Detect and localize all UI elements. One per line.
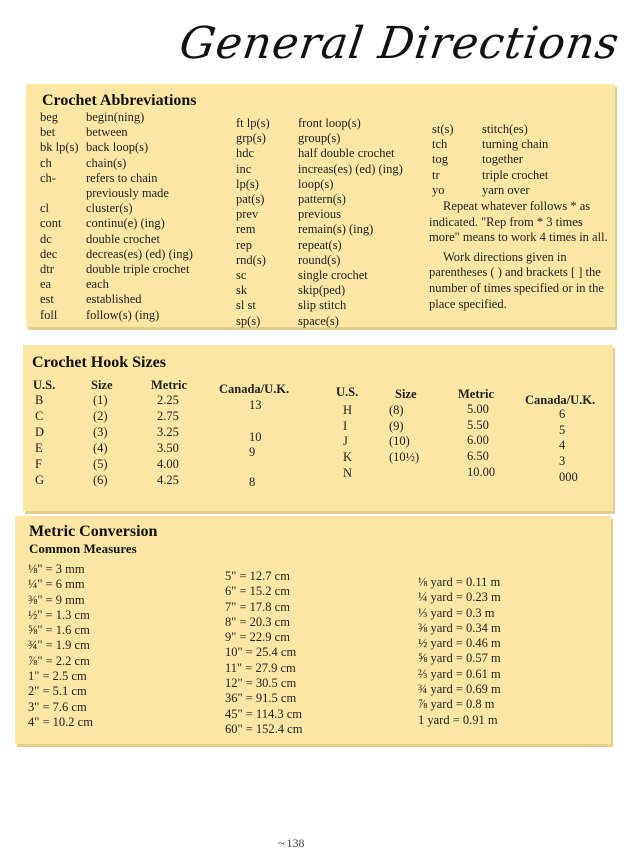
abbreviation-definition: single crochet bbox=[298, 268, 368, 283]
abbreviation-definition: slip stitch bbox=[298, 298, 347, 313]
abbreviation-definition: between bbox=[86, 125, 128, 140]
abbreviation-term: hdc bbox=[236, 146, 255, 161]
abbreviation-row bbox=[40, 292, 193, 307]
conversion-entry: ½ yard = 0.46 m bbox=[418, 636, 501, 651]
hook-us-size: G bbox=[35, 473, 45, 487]
conversion-entry: ⅓ yard = 0.3 m bbox=[418, 605, 495, 620]
conversion-entry: 1" = 2.5 cm bbox=[28, 669, 87, 684]
hook-us-size: B bbox=[35, 393, 44, 407]
conversion-entry: ⅜ yard = 0.34 m bbox=[418, 620, 501, 635]
abbreviation-definition: follow(s) (ing) bbox=[86, 307, 160, 322]
abbreviation-definition: back loop(s) bbox=[86, 140, 149, 155]
abbreviation-term: inc bbox=[236, 161, 252, 176]
conversion-entry: 1 yard = 0.91 m bbox=[418, 712, 498, 727]
abbreviation-row bbox=[40, 232, 193, 247]
hook-header: Canada/U.K. bbox=[525, 393, 596, 407]
abbreviation-term: pat(s) bbox=[236, 192, 265, 207]
abbreviation-term: dc bbox=[40, 231, 52, 246]
abbreviation-term: lp(s) bbox=[236, 176, 259, 191]
hook-us-size: J bbox=[343, 434, 348, 448]
hook-metric: 10.00 bbox=[467, 465, 496, 479]
abbreviation-row bbox=[40, 171, 193, 186]
hook-header: Size bbox=[395, 387, 417, 401]
abbreviation-definition: repeat(s) bbox=[298, 237, 342, 252]
page-number-text: 138 bbox=[286, 836, 305, 850]
abbreviation-definition: half double crochet bbox=[298, 146, 395, 161]
abbreviation-row bbox=[432, 137, 548, 152]
abbreviation-term: rep bbox=[236, 237, 252, 252]
abbreviations-column-2 bbox=[236, 116, 403, 329]
abbreviation-row bbox=[236, 146, 403, 161]
abbreviation-row bbox=[40, 110, 193, 125]
abbreviation-definition: decreas(es) (ed) (ing) bbox=[86, 246, 193, 261]
repeat-note: Repeat whatever follows * as indicated. "Rep from * 3 times more" means to work 4 times in all. bbox=[429, 199, 608, 245]
abbreviation-definition: refers to chain bbox=[86, 170, 158, 185]
hook-canada-uk: 4 bbox=[559, 438, 566, 452]
conversion-entry: ⅞ yard = 0.8 m bbox=[418, 697, 495, 712]
hook-size-number: (3) bbox=[93, 425, 108, 439]
hook-us-size: H bbox=[343, 403, 353, 417]
metric-conversion-panel bbox=[15, 516, 611, 744]
hook-size-number: (8) bbox=[389, 403, 404, 417]
hook-us-size: N bbox=[343, 466, 353, 480]
conversion-entry: ¾" = 1.9 cm bbox=[28, 638, 90, 653]
hook-size-number: (6) bbox=[93, 473, 108, 487]
abbreviation-definition: triple crochet bbox=[482, 167, 549, 182]
abbreviation-definition: remain(s) (ing) bbox=[298, 222, 374, 237]
hook-header: Canada/U.K. bbox=[219, 382, 290, 396]
abbreviation-definition: pattern(s) bbox=[298, 192, 346, 207]
hook-size-number: (4) bbox=[93, 441, 108, 455]
abbreviations-panel bbox=[26, 84, 615, 327]
abbreviation-term: yo bbox=[432, 182, 445, 197]
conversion-entry: 4" = 10.2 cm bbox=[28, 714, 93, 729]
hook-sizes-table bbox=[23, 345, 613, 511]
hook-metric: 2.75 bbox=[157, 409, 179, 423]
conversion-column-yards bbox=[418, 575, 501, 728]
abbreviation-term: ch bbox=[40, 155, 52, 170]
page-title: General Directions bbox=[176, 18, 623, 69]
abbreviation-term: bet bbox=[40, 125, 56, 140]
abbreviation-definition: previously made bbox=[86, 186, 169, 201]
abbreviation-definition: double crochet bbox=[86, 231, 160, 246]
conversion-entry: ⅛" = 3 mm bbox=[28, 562, 85, 576]
page-number bbox=[278, 836, 305, 851]
abbreviation-row bbox=[40, 262, 193, 277]
hook-metric: 3.25 bbox=[157, 425, 179, 439]
abbreviation-row bbox=[40, 156, 193, 171]
hook-us-size: I bbox=[343, 419, 348, 433]
hook-us-size: E bbox=[35, 441, 43, 455]
abbreviation-definition: previous bbox=[298, 207, 342, 222]
abbreviation-term: cl bbox=[40, 201, 50, 216]
conversion-entry: 11" = 27.9 cm bbox=[225, 660, 296, 675]
abbreviation-definition: stitch(es) bbox=[482, 122, 528, 136]
conversion-column-inches-small bbox=[28, 562, 93, 730]
hook-metric: 5.50 bbox=[467, 418, 489, 432]
parentheses-note: Work directions given in parentheses ( ) and brackets [ ] the number of times specified or in the place specified. bbox=[429, 249, 604, 311]
abbreviation-row bbox=[40, 125, 193, 140]
hook-metric: 6.50 bbox=[467, 449, 489, 463]
abbreviation-term: beg bbox=[40, 110, 59, 124]
abbreviation-row bbox=[236, 207, 403, 222]
abbreviation-row bbox=[432, 122, 548, 137]
abbreviation-term: tch bbox=[432, 137, 448, 152]
hook-canada-uk: 8 bbox=[249, 475, 256, 489]
conversion-entry: 8" = 20.3 cm bbox=[225, 614, 290, 629]
abbreviations-column-1 bbox=[40, 110, 193, 323]
abbreviation-row bbox=[236, 162, 403, 177]
abbreviation-row bbox=[432, 168, 548, 183]
conversion-entry: 45" = 114.3 cm bbox=[225, 706, 302, 721]
hook-canada-uk: 9 bbox=[249, 445, 256, 459]
abbreviation-row bbox=[40, 277, 193, 292]
conversion-entry: ½" = 1.3 cm bbox=[28, 607, 90, 622]
conversion-entry: 7" = 17.8 cm bbox=[225, 599, 290, 614]
abbreviation-term: dec bbox=[40, 246, 58, 261]
abbreviation-term: sc bbox=[236, 268, 247, 283]
abbreviation-definition: chain(s) bbox=[86, 155, 127, 170]
hook-size-number: (5) bbox=[93, 457, 108, 471]
abbreviation-definition: double triple crochet bbox=[86, 262, 190, 277]
abbreviation-definition: space(s) bbox=[298, 313, 339, 328]
abbreviation-definition: front loop(s) bbox=[298, 116, 361, 130]
conversion-entry: 12" = 30.5 cm bbox=[225, 676, 297, 691]
abbreviation-row bbox=[40, 247, 193, 262]
hook-canada-uk: 6 bbox=[559, 407, 566, 421]
abbreviation-row bbox=[432, 152, 548, 167]
hook-header: Metric bbox=[151, 378, 188, 392]
abbreviation-term: st(s) bbox=[432, 122, 454, 136]
hook-sizes-panel bbox=[23, 345, 613, 511]
abbreviation-term: bk lp(s) bbox=[40, 140, 79, 155]
hook-sizes-heading: Crochet Hook Sizes bbox=[32, 354, 166, 371]
abbreviation-row bbox=[236, 177, 403, 192]
abbreviation-term: est bbox=[40, 292, 54, 307]
ornament-icon: ~ bbox=[278, 836, 287, 850]
abbreviation-row bbox=[236, 192, 403, 207]
hook-us-size: D bbox=[35, 425, 45, 439]
abbreviation-term: sk bbox=[236, 283, 248, 298]
hook-us-size: F bbox=[35, 457, 42, 471]
abbreviation-row bbox=[236, 116, 403, 131]
abbreviation-definition: increas(es) (ed) (ing) bbox=[298, 161, 403, 176]
abbreviation-term: foll bbox=[40, 307, 58, 322]
abbreviation-term: grp(s) bbox=[236, 131, 266, 146]
abbreviation-term: sl st bbox=[236, 298, 256, 313]
abbreviation-row bbox=[236, 222, 403, 237]
abbreviation-row bbox=[236, 298, 403, 313]
conversion-column-inches-large bbox=[225, 569, 302, 737]
conversion-entry: 3" = 7.6 cm bbox=[28, 699, 87, 714]
abbreviation-definition: yarn over bbox=[482, 182, 530, 197]
abbreviations-column-3 bbox=[432, 122, 548, 198]
abbreviation-definition: turning chain bbox=[482, 137, 549, 152]
abbreviation-definition: round(s) bbox=[298, 252, 341, 267]
conversion-entry: ⅝ yard = 0.57 m bbox=[418, 651, 501, 666]
abbreviation-term: tog bbox=[432, 152, 448, 167]
conversion-entry: ¼ yard = 0.23 m bbox=[418, 590, 501, 605]
common-measures-subheading: Common Measures bbox=[29, 541, 137, 556]
abbreviation-row bbox=[236, 238, 403, 253]
hook-metric: 5.00 bbox=[467, 402, 489, 416]
conversion-entry: ⅛ yard = 0.11 m bbox=[418, 575, 501, 589]
abbreviation-definition: loop(s) bbox=[298, 176, 334, 191]
hook-size-number: (10½) bbox=[389, 450, 420, 464]
conversion-entry: ⅞" = 2.2 cm bbox=[28, 653, 90, 668]
hook-size-number: (2) bbox=[93, 409, 108, 423]
conversion-entry: ⅝" = 1.6 cm bbox=[28, 623, 90, 638]
hook-metric: 3.50 bbox=[157, 441, 179, 455]
conversion-entry: 6" = 15.2 cm bbox=[225, 584, 290, 599]
abbreviation-term bbox=[40, 186, 86, 201]
hook-size-number: (9) bbox=[389, 419, 404, 433]
hook-header: U.S. bbox=[336, 385, 359, 399]
hook-header: U.S. bbox=[33, 378, 56, 392]
abbreviation-row bbox=[40, 140, 193, 155]
abbreviation-row bbox=[432, 183, 548, 198]
conversion-entry: 9" = 22.9 cm bbox=[225, 630, 290, 645]
conversion-entry: 2" = 5.1 cm bbox=[28, 684, 87, 699]
abbreviation-row bbox=[40, 201, 193, 216]
conversion-entry: 10" = 25.4 cm bbox=[225, 645, 297, 660]
hook-header: Size bbox=[91, 378, 113, 392]
hook-metric: 4.25 bbox=[157, 473, 179, 487]
hook-size-number: (10) bbox=[389, 434, 410, 448]
hook-metric: 6.00 bbox=[467, 433, 489, 447]
abbreviation-row bbox=[236, 131, 403, 146]
abbreviation-row bbox=[236, 314, 403, 329]
abbreviation-row bbox=[40, 216, 193, 231]
hook-size-number: (1) bbox=[93, 393, 108, 407]
conversion-entry: 36" = 91.5 cm bbox=[225, 691, 297, 706]
abbreviation-row bbox=[40, 308, 193, 323]
conversion-entry: 60" = 152.4 cm bbox=[225, 721, 303, 736]
hook-canada-uk: 10 bbox=[249, 430, 262, 444]
hook-metric: 2.25 bbox=[157, 393, 179, 407]
hook-canada-uk: 000 bbox=[559, 470, 578, 484]
abbreviation-definition: cluster(s) bbox=[86, 201, 133, 216]
hook-header: Metric bbox=[458, 387, 495, 401]
abbreviation-term: tr bbox=[432, 167, 440, 182]
conversion-entry: ⅔ yard = 0.61 m bbox=[418, 666, 501, 681]
abbreviation-row bbox=[40, 186, 193, 201]
conversion-entry: 5" = 12.7 cm bbox=[225, 569, 290, 583]
abbreviation-definition: skip(ped) bbox=[298, 283, 346, 298]
abbreviation-definition: continu(e) (ing) bbox=[86, 216, 165, 231]
abbreviations-notes bbox=[429, 199, 609, 312]
abbreviation-definition: each bbox=[86, 277, 109, 292]
abbreviation-term: cont bbox=[40, 216, 62, 231]
abbreviation-definition: together bbox=[482, 152, 523, 167]
abbreviation-term: rem bbox=[236, 222, 256, 237]
abbreviation-row bbox=[236, 283, 403, 298]
abbreviation-definition: group(s) bbox=[298, 131, 341, 146]
abbreviation-definition: established bbox=[86, 292, 142, 307]
abbreviation-definition: begin(ning) bbox=[86, 110, 145, 124]
hook-us-size: C bbox=[35, 409, 44, 423]
hook-metric: 4.00 bbox=[157, 457, 179, 471]
abbreviation-term: ea bbox=[40, 277, 52, 292]
hook-us-size: K bbox=[343, 450, 353, 464]
abbreviation-term: ch- bbox=[40, 170, 56, 185]
abbreviation-row bbox=[236, 253, 403, 268]
abbreviation-row bbox=[236, 268, 403, 283]
conversion-entry: ¾ yard = 0.69 m bbox=[418, 682, 501, 697]
conversion-entry: ⅜" = 9 mm bbox=[28, 592, 85, 607]
abbreviation-term: rnd(s) bbox=[236, 252, 266, 267]
abbreviation-term: dtr bbox=[40, 262, 54, 277]
hook-canada-uk: 3 bbox=[559, 454, 566, 468]
abbreviation-term: prev bbox=[236, 207, 259, 222]
conversion-entry: ¼" = 6 mm bbox=[28, 577, 85, 592]
abbreviation-term: ft lp(s) bbox=[236, 116, 270, 130]
abbreviations-heading: Crochet Abbreviations bbox=[42, 92, 197, 109]
hook-canada-uk: 13 bbox=[249, 398, 262, 412]
metric-conversion-heading: Metric Conversion bbox=[29, 523, 158, 540]
abbreviation-term: sp(s) bbox=[236, 313, 261, 328]
hook-canada-uk: 5 bbox=[559, 423, 566, 437]
